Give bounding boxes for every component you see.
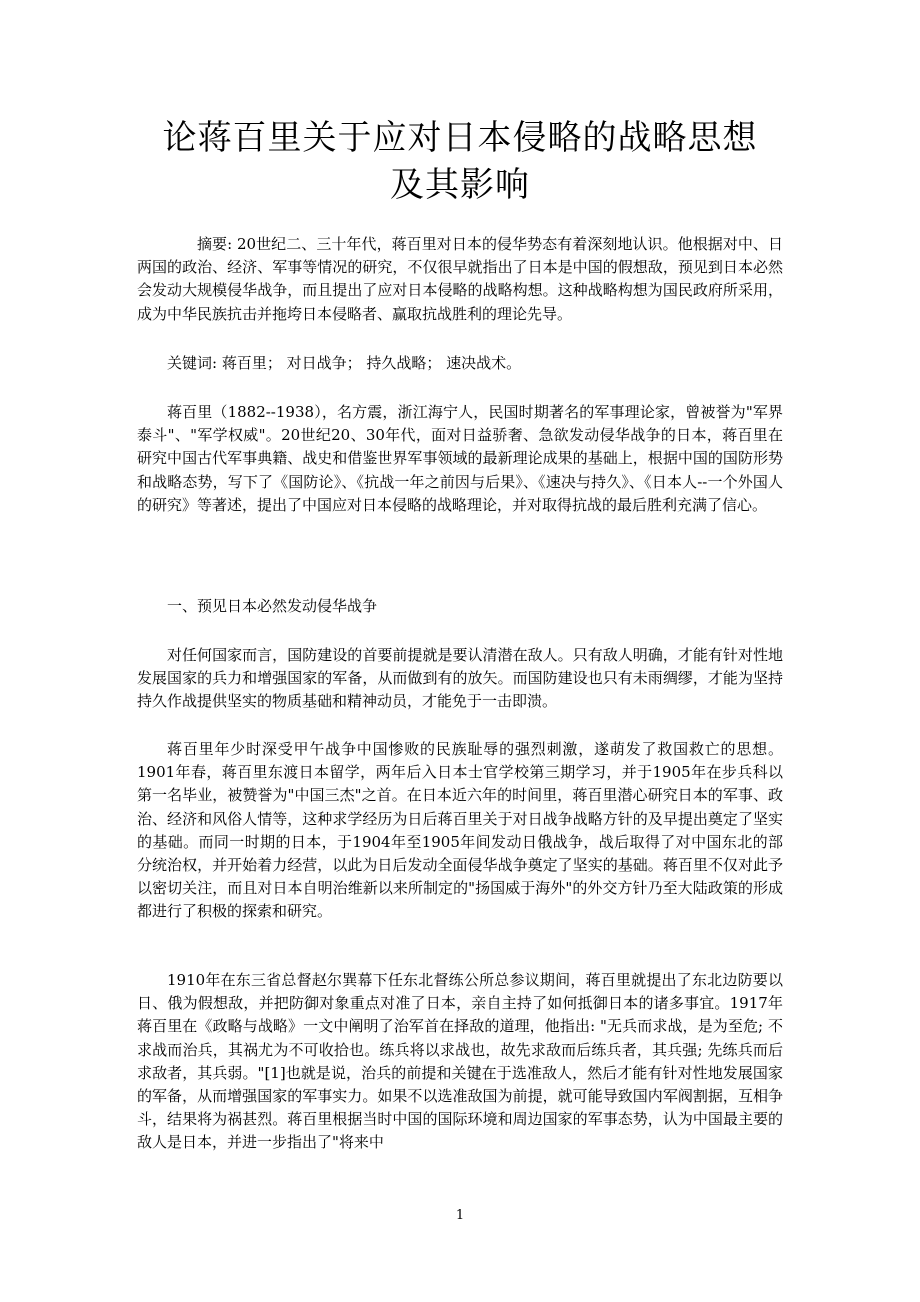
document-title-line-1: 论蒋百里关于应对日本侵略的战略思想 (162, 118, 758, 158)
body-paragraph-3: 1910年在东三省总督赵尔巽幕下任东北督练公所总参议期间，蒋百里就提出了东北边防要以日、俄为假想敌，并把防御对象重点对准了日本，亲自主持了如何抵御日本的诸多事宜。1917年蒋百里在《政略与战略》一文中阐明了治军首在择敌的道理，他指出: "无兵而求战，是为至危; 不求战而治兵，其祸尤为不可收拾也。练兵将以求战也，故先求敌而后练兵者，其兵强; 先练兵而后求敌者，其兵弱。"[1]也就是说，治兵的前提和关键在于选准敌人，然后才能有针对性地发展国家的军备，从而增强国家的军事实力。如果不以选准敌国为前提，就可能导致国内军阀割据，互相争斗，结果将为祸甚烈。蒋百里根据当时中国的国际环境和周边国家的军事态势，认为中国最主要的敌人是日本，并进一步指出了"将来中 (137, 971, 783, 1152)
intro-paragraph: 蒋百里（1882--1938），名方震，浙江海宁人，民国时期著名的军事理论家，曾被誉为"军界泰斗"、"军学权威"。20世纪20、30年代，面对日益骄奢、急欲发动侵华战争的日本，蒋百里在研究中国古代军事典籍、战史和借鉴世界军事领域的最新理论成果的基础上，根据中国的国防形势和战略态势，写下了《国防论》、《抗战一年之前因与后果》、《速决与持久》、《日本人--一个外国人的研究》等著述，提出了中国应对日本侵略的战略理论，并对取得抗战的最后胜利充满了信心。 (137, 403, 783, 514)
section-heading: 一、预见日本必然发动侵华战争 (167, 597, 378, 615)
document-title-line-2: 及其影响 (390, 165, 530, 205)
body-paragraph-1: 对任何国家而言，国防建设的首要前提就是要认清潜在敌人。只有敌人明确，才能有针对性地发展国家的兵力和增强国家的军备，从而做到有的放矢。而国防建设也只有未雨绸缪，才能为坚持持久作战提供坚实的物质基础和精神动员，才能免于一击即溃。 (137, 646, 783, 711)
abstract-paragraph: 摘要: 20世纪二、三十年代，蒋百里对日本的侵华势态有着深刻地认识。他根据对中、日两国的政治、经济、军事等情况的研究，不仅很早就指出了日本是中国的假想敌，预见到日本必然会发动大规模侵华战争，而且提出了应对日本侵略的战略构想。这种战略构想为国民政府所采用，成为中华民族抗击并拖垮日本侵略者、赢取抗战胜利的理论先导。 (137, 235, 783, 323)
page-number: 1 (455, 1208, 465, 1223)
body-paragraph-2: 蒋百里年少时深受甲午战争中国惨败的民族耻辱的强烈刺激，遂萌发了救国救亡的思想。1901年春，蒋百里东渡日本留学，两年后入日本士官学校第三期学习，并于1905年在步兵科以第一名毕业，被赞誉为"中国三杰"之首。在日本近六年的时间里，蒋百里潜心研究日本的军事、政治、经济和风俗人情等，这种求学经历为日后蒋百里关于对日战争战略方针的及早提出奠定了坚实的基础。而同一时期的日本，于1904年至1905年间发动日俄战争，战后取得了对中国东北的部分统治权，并开始着力经营，以此为日后发动全面侵华战争奠定了坚实的基础。蒋百里不仅对此予以密切关注，而且对日本自明治维新以来所制定的"扬国威于海外"的外交方针乃至大陆政策的形成都进行了积极的探索和研究。 (137, 740, 783, 921)
keywords-line: 关键词: 蒋百里； 对日战争； 持久战略； 速决战术。 (167, 354, 522, 372)
